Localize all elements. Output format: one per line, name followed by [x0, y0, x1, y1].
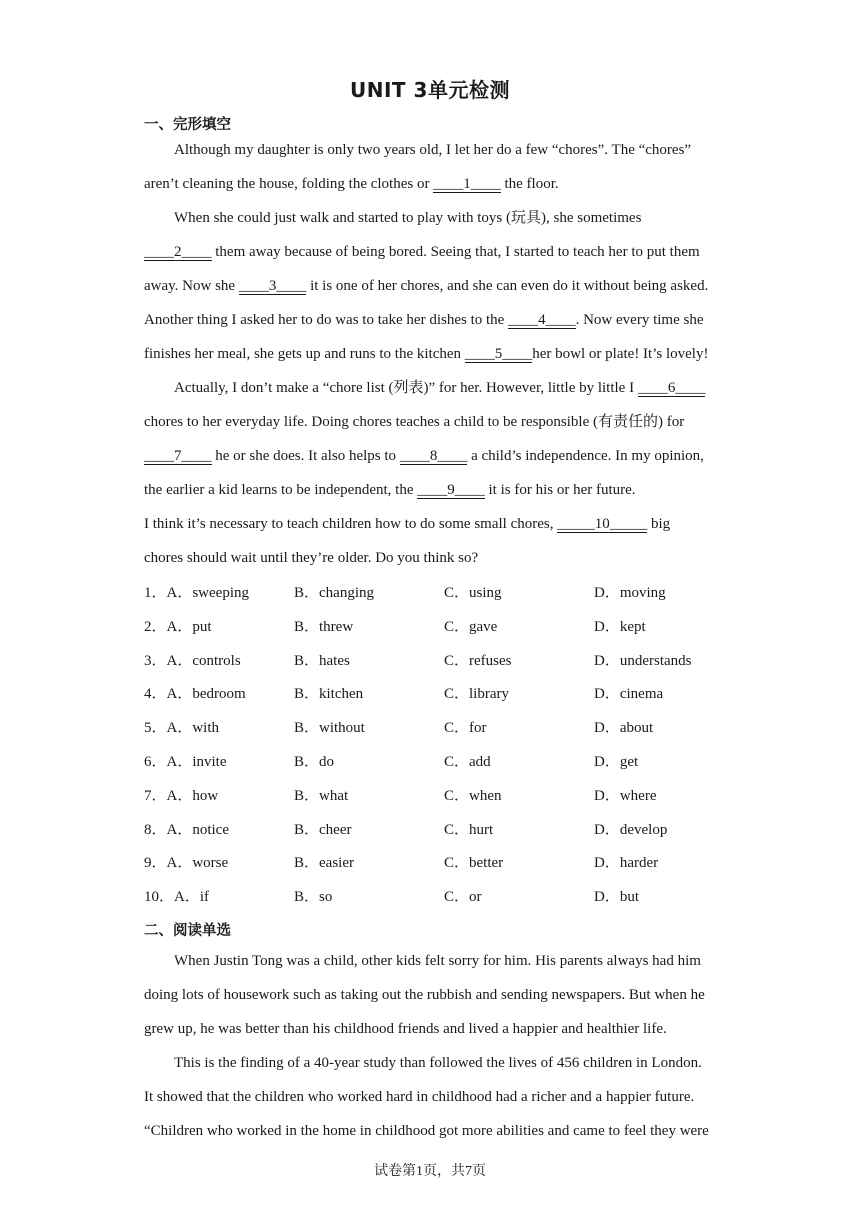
- answer-option: 7．A．how: [144, 787, 219, 804]
- answer-option: C．or: [444, 889, 482, 906]
- cloze-text: chores to her everyday life. Doing chores teaches a child to be responsible (有责任的) for: [144, 414, 685, 430]
- cloze-text: he or she does. It also helps to: [211, 448, 400, 464]
- answer-option: 4．A．bedroom: [144, 686, 246, 703]
- answer-option: D．cinema: [594, 686, 664, 703]
- cloze-blank: ____9____: [417, 482, 485, 498]
- question-row: [144, 615, 744, 649]
- cloze-text: them away because of being bored. Seeing that, I started to teach her to put them: [211, 244, 700, 260]
- cloze-text: it is for his or her future.: [484, 482, 636, 498]
- cloze-text: a child’s independence. In my opinion,: [467, 448, 704, 464]
- cloze-line: [144, 201, 716, 235]
- cloze-text: Actually, I don’t make a “chore list (列表)” for her. However, little by little I: [174, 380, 638, 396]
- answer-option: D．get: [594, 753, 639, 770]
- answer-option: C．refuses: [444, 652, 512, 669]
- answer-option: C．gave: [444, 618, 498, 635]
- cloze-blank: ____1____: [433, 176, 501, 192]
- cloze-line: [144, 405, 716, 439]
- reading-line: “Children who worked in the home in childhood got more abilities and came to feel they were: [144, 1123, 709, 1139]
- answer-option: D．where: [594, 787, 657, 804]
- answer-option: B．so: [294, 889, 333, 906]
- cloze-line: [144, 235, 716, 269]
- cloze-options: [144, 581, 744, 919]
- question-row: [144, 851, 744, 885]
- answer-option: D．understands: [594, 652, 692, 669]
- section-heading-cloze: 一、完形填空: [144, 117, 231, 133]
- answer-option: 9．A．worse: [144, 855, 229, 872]
- reading-line: When Justin Tong was a child, other kids felt sorry for him. His parents always had him: [174, 953, 701, 969]
- answer-option: C．library: [444, 686, 509, 703]
- cloze-text: Although my daughter is only two years old, I let her do a few “chores”. The “chores”: [174, 142, 692, 158]
- answer-option: 1．A．sweeping: [144, 585, 249, 601]
- cloze-line: [144, 337, 716, 371]
- cloze-line: [144, 507, 716, 541]
- answer-option: C．when: [444, 787, 502, 804]
- cloze-blank: ____7____: [144, 448, 212, 464]
- answer-option: D．harder: [594, 855, 659, 872]
- answer-option: B．changing: [294, 585, 374, 601]
- answer-option: 5．A．with: [144, 720, 220, 737]
- question-row: [144, 750, 744, 784]
- question-row: [144, 682, 744, 716]
- cloze-blank: ____5____: [464, 346, 533, 362]
- reading-line: This is the finding of a 40-year study than followed the lives of 456 children in London.: [174, 1055, 702, 1071]
- answer-option: D．develop: [594, 821, 668, 838]
- cloze-line: [144, 167, 716, 201]
- answer-option: 6．A．invite: [144, 753, 227, 770]
- question-row: [144, 885, 744, 919]
- reading-line: It showed that the children who worked hard in childhood had a richer and a happier future.: [144, 1089, 695, 1105]
- cloze-blank: ____4____: [508, 312, 576, 328]
- answer-option: D．kept: [594, 618, 646, 635]
- cloze-blank: ____2____: [144, 244, 212, 260]
- reading-passage: [144, 944, 716, 1148]
- answer-option: D．but: [594, 889, 640, 906]
- cloze-line: [144, 133, 716, 167]
- page-title: UNIT 3单元检测: [350, 78, 510, 102]
- cloze-blank: ____6____: [637, 380, 706, 396]
- cloze-passage: [144, 133, 716, 575]
- cloze-text: her bowl or plate! It’s lovely!: [532, 346, 709, 362]
- cloze-text: away. Now she: [144, 278, 239, 294]
- cloze-text: I think it’s necessary to teach children how to do some small chores,: [144, 516, 558, 532]
- question-row: [144, 581, 744, 615]
- cloze-line: [144, 541, 716, 575]
- section-heading-reading: 二、阅读单选: [144, 923, 231, 939]
- cloze-text: it is one of her chores, and she can even do it without being asked.: [306, 278, 709, 294]
- answer-option: 10．A．if: [144, 889, 209, 906]
- answer-option: D．moving: [594, 585, 666, 601]
- answer-option: 3．A．controls: [144, 652, 241, 669]
- answer-option: B．cheer: [294, 821, 352, 838]
- answer-option: D．about: [594, 720, 654, 737]
- cloze-line: [144, 303, 716, 337]
- answer-option: 2．A．put: [144, 618, 212, 635]
- cloze-text: aren’t cleaning the house, folding the clothes or: [144, 176, 434, 192]
- question-row: [144, 649, 744, 683]
- question-row: [144, 818, 744, 852]
- cloze-text: big: [647, 516, 671, 532]
- answer-option: C．better: [444, 855, 504, 872]
- answer-option: B．easier: [294, 855, 354, 872]
- reading-line: grew up, he was better than his childhood friends and lived a happier and healthier life.: [144, 1021, 667, 1037]
- answer-option: B．hates: [294, 652, 350, 669]
- cloze-text: chores should wait until they’re older. Do you think so?: [144, 550, 479, 566]
- cloze-blank: _____10_____: [557, 516, 648, 532]
- answer-option: B．kitchen: [294, 686, 364, 703]
- reading-line: doing lots of housework such as taking out the rubbish and sending newspapers. But when he: [144, 987, 705, 1003]
- answer-option: C．hurt: [444, 821, 494, 838]
- cloze-line: [144, 439, 716, 473]
- cloze-text: finishes her meal, she gets up and runs to the kitchen: [144, 346, 465, 362]
- cloze-text: . Now every time she: [575, 312, 704, 328]
- cloze-blank: ____8____: [399, 448, 468, 464]
- question-row: [144, 716, 744, 750]
- answer-option: C．for: [444, 720, 487, 737]
- cloze-text: When she could just walk and started to play with toys (玩具), she sometimes: [174, 210, 642, 226]
- answer-option: 8．A．notice: [144, 821, 229, 838]
- page-footer: 试卷第1页，共7页: [374, 1164, 486, 1179]
- cloze-line: [144, 269, 716, 303]
- answer-option: C．using: [444, 585, 502, 601]
- cloze-text: the floor.: [500, 176, 559, 192]
- answer-option: B．what: [294, 787, 349, 804]
- question-row: [144, 784, 744, 818]
- cloze-text: the earlier a kid learns to be independent, the: [144, 482, 418, 498]
- cloze-line: [144, 473, 716, 507]
- answer-option: C．add: [444, 753, 491, 770]
- cloze-line: [144, 371, 716, 405]
- cloze-text: Another thing I asked her to do was to take her dishes to the: [144, 312, 509, 328]
- answer-option: B．without: [294, 720, 365, 737]
- answer-option: B．do: [294, 753, 335, 770]
- cloze-blank: ____3____: [238, 278, 307, 294]
- answer-option: B．threw: [294, 618, 354, 635]
